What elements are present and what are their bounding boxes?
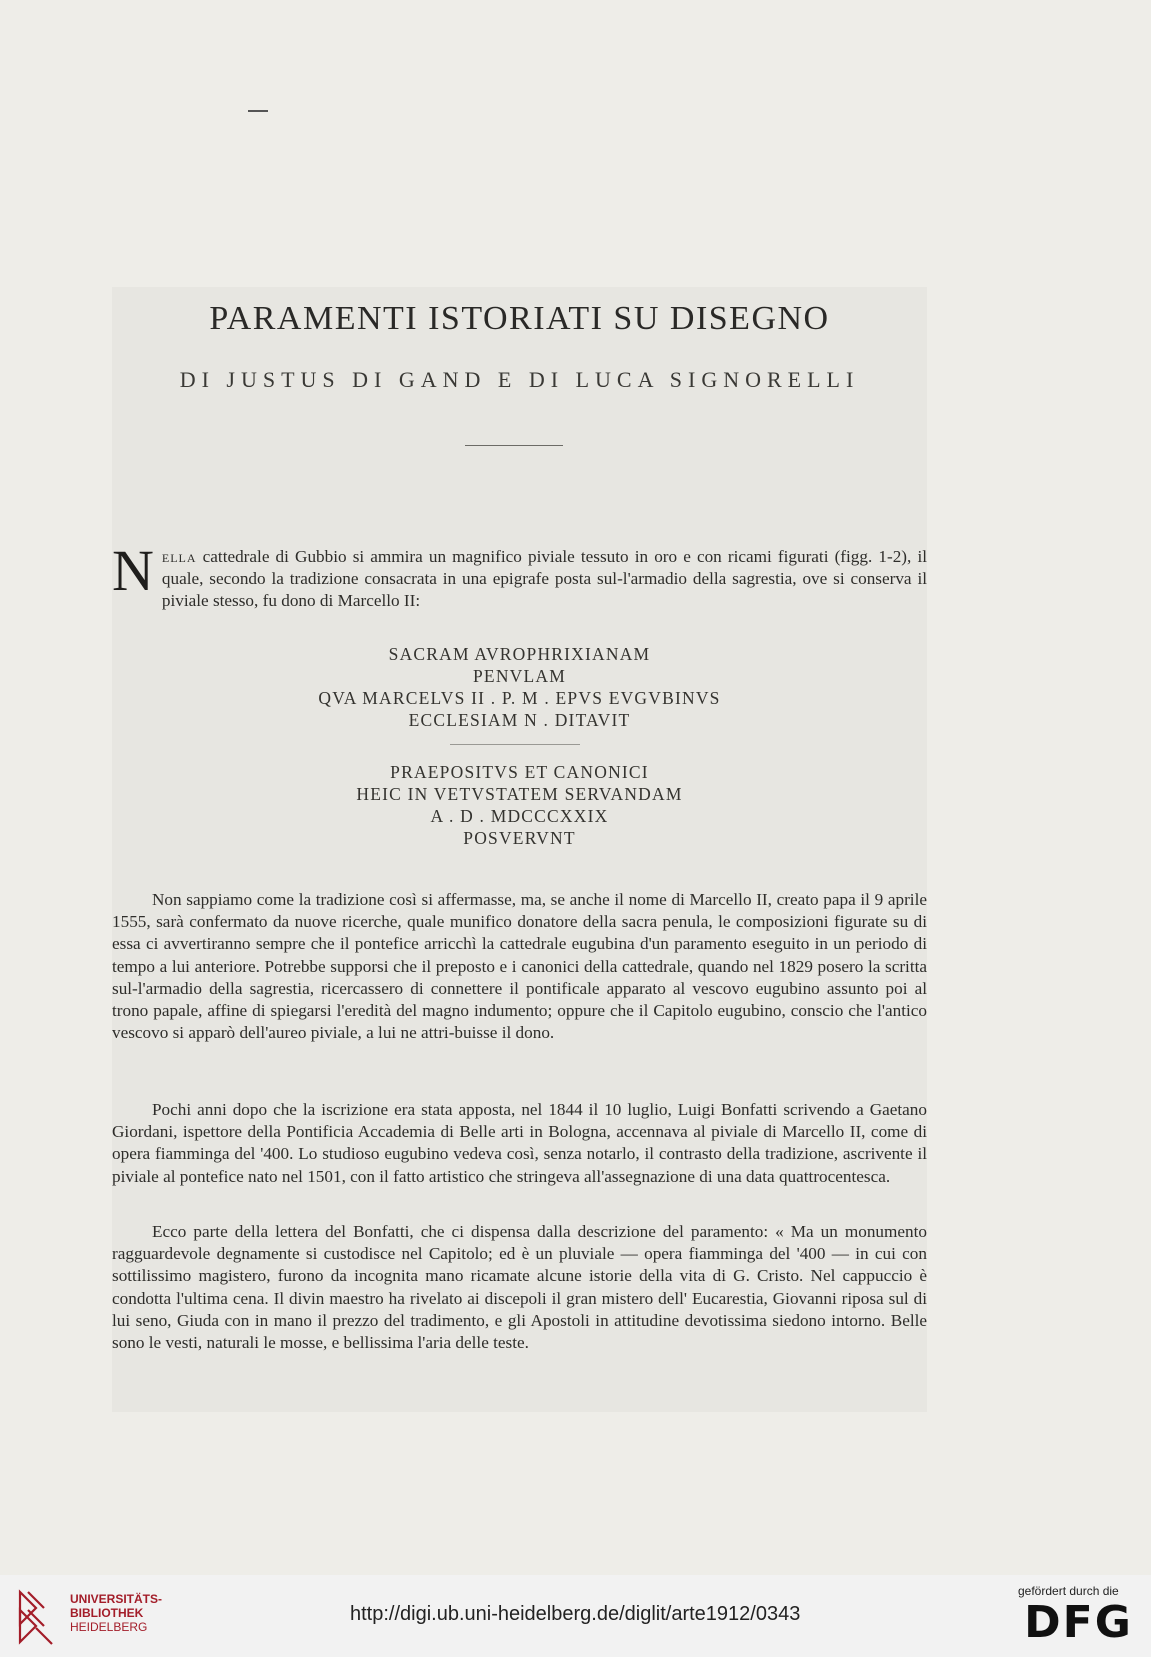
library-name-line1: UNIVERSITÄTS- xyxy=(70,1592,163,1606)
intro-text: cattedrale di Gubbio si ammira un magnifico piviale tessuto in oro e con ricami figurati (figg. 1-2), il quale, secondo la tradizione consacrata in una epigrafe posta sul-l'armadio della sagrestia, ove si conserva il piviale stesso, fu dono di Marcello II: xyxy=(161,547,927,611)
library-name-line2: BIBLIOTHEK xyxy=(70,1606,144,1620)
epigraph-line: SACRAM AVROPHRIXIANAM xyxy=(388,644,651,664)
permalink-url[interactable]: http://digi.ub.uni-heidelberg.de/diglit/arte1912/0343 xyxy=(350,1603,801,1625)
drop-cap: N xyxy=(112,538,154,603)
body-paragraph-2: Pochi anni dopo che la iscrizione era stata apposta, nel 1844 il 10 luglio, Luigi Bonfatti scrivendo a Gaetano Giordani, ispettore della Pontificia Accademia di Belle arti in Bologna, accennava al piviale di Marcello II, come di opera fiamminga del '400. Lo studioso eugubino vedeva così, senza notarlo, il contrasto della tradizione, ascrivente il piviale al pontefice nato nel 1501, con il fatto artistico che stringeva all'assegnazione di una data quattrocentesca. xyxy=(112,1100,927,1186)
body-paragraph-1: Non sappiamo come la tradizione così si affermasse, ma, se anche il nome di Marcello II, creato papa il 9 aprile 1555, sarà confermato da nuove ricerche, quale munifico donatore della sacra penula, le composizioni figurate su di essa ci avvertiranno sempre che il pontefice arricchì la cattedrale eugubina d'un paramento eseguito in un periodo di tempo a lui anteriore. Potrebbe supporsi che il preposto e i canonici della cattedrale, quando nel 1829 posero la scritta sul-l'armadio della sagrestia, ricercassero di connettere il pontificale apparato al vescovo eugubino assunto poi al trono papale, affine di spiegarsi l'eredità del magno indumento; oppure che il Capitolo eugubino, conscio che l'antico vescovo si apparò dell'aureo piviale, a lui ne attri-buisse il dono. xyxy=(112,890,927,1043)
body-paragraph-3: Ecco parte della lettera del Bonfatti, che ci dispensa dalla descrizione del paramento: « Ma un monumento ragguardevole degnamente si custodisce nel Capitolo; ed è un pluviale — opera fiamminga del '400 — in cui con sottilissimo magistero, furono da incognita mano ricamate alcune istorie della vita di G. Cristo. Nel cappuccio è condotta l'ultima cena. Il divin maestro ha rivelato ai discepoli il gran mistero dell' Eucarestia, Giovanni riposa sul di lui seno, Giuda con in mano il prezzo del tradimento, e gli Apostoli in attitudine devotissima siedono intorno. Belle sono le vesti, naturali le mosse, e bellissima l'aria delle teste. xyxy=(112,1222,927,1353)
epigraph-line: ECCLESIAM N . DITAVIT xyxy=(408,710,631,730)
epigraph-line: A . D . MDCCCXXIX xyxy=(430,806,609,826)
funded-by-label: gefördert durch die xyxy=(1018,1584,1119,1598)
epigraph-first xyxy=(112,643,927,731)
university-library-logo-icon[interactable] xyxy=(14,1584,64,1650)
epigraph-line: QVA MARCELVS II . P. M . EPVS EVGVBINVS xyxy=(318,688,721,708)
epigraph-line: HEIC IN VETVSTATEM SERVANDAM xyxy=(356,784,683,804)
epigraph-second xyxy=(112,761,927,849)
epigraph-divider xyxy=(450,744,580,745)
epigraph-line: PRAEPOSITVS ET CANONICI xyxy=(390,762,649,782)
intro-paragraph xyxy=(112,538,927,613)
intro-smallcaps: ella xyxy=(161,547,197,566)
article-subtitle: DI JUSTUS DI GAND E DI LUCA SIGNORELLI xyxy=(179,367,860,392)
library-name[interactable] xyxy=(70,1592,162,1634)
article-title: PARAMENTI ISTORIATI SU DISEGNO xyxy=(209,300,830,337)
title-divider xyxy=(465,445,563,446)
library-name-line3: HEIDELBERG xyxy=(70,1620,148,1634)
dfg-logo-text: DFG xyxy=(1024,1597,1133,1648)
dfg-logo[interactable] xyxy=(1022,1597,1135,1648)
stray-mark xyxy=(248,110,268,112)
epigraph-line: PENVLAM xyxy=(473,666,566,686)
epigraph-line: POSVERVNT xyxy=(463,828,576,848)
viewer-footer xyxy=(0,1575,1151,1657)
